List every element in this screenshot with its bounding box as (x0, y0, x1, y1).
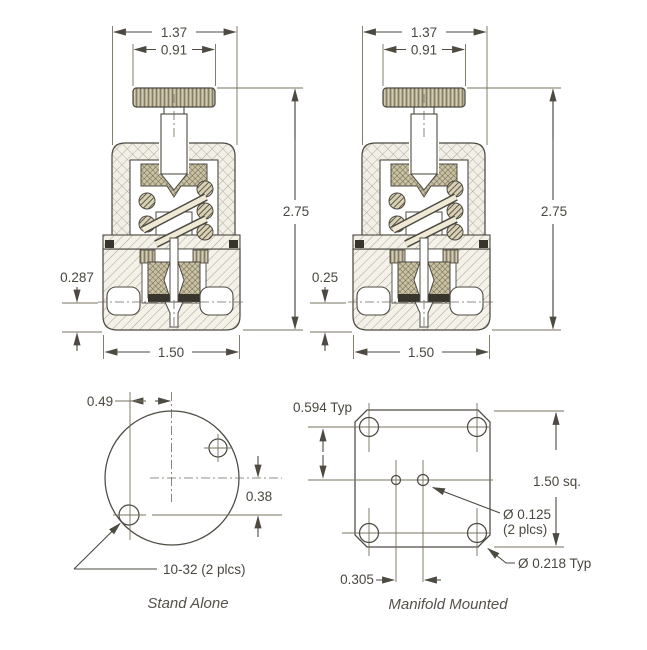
dim-label-port-offset-right: 0.25 (311, 270, 339, 285)
port-diameter-qty-label: (2 plcs) (503, 522, 548, 537)
dim-label-base-width-right: 1.50 (407, 345, 435, 360)
dim-corner-hole-offset (293, 400, 352, 478)
stand-alone-cross-section (60, 25, 309, 360)
dim-cap-width-right (383, 43, 466, 87)
dim-cap-width-left (133, 43, 216, 87)
dim-label-cap-width-right: 0.91 (410, 42, 438, 58)
dim-label-cap-width-left: 0.91 (160, 42, 188, 58)
manifold-bottom-view (293, 400, 591, 613)
dim-label-top-width-left: 1.37 (160, 25, 188, 40)
dim-base-width-left (104, 335, 240, 360)
dim-hole-offset-x (87, 394, 170, 409)
stand-alone-bottom-view (74, 392, 282, 612)
dim-label-base-width-left: 1.50 (157, 345, 185, 360)
caption-manifold-mounted: Manifold Mounted (388, 596, 508, 613)
manifold-cross-section (310, 25, 567, 360)
dim-label-height-right: 2.75 (540, 204, 568, 219)
mount-hole-diameter-label: Ø 0.218 Typ (518, 556, 592, 571)
mount-hole-diameter-callout (488, 549, 591, 572)
dim-label-top-width-right: 1.37 (410, 25, 438, 40)
dim-label-hole-offset-y: 0.38 (245, 489, 273, 504)
dim-port-offset-left (60, 270, 102, 351)
caption-stand-alone: Stand Alone (147, 595, 229, 612)
dim-port-offset-right (310, 270, 352, 351)
valve-body-manifold (348, 88, 495, 331)
dim-label-height-left: 2.75 (282, 204, 310, 219)
dim-port-spacing (340, 572, 441, 587)
valve-body-stand-alone (98, 88, 245, 331)
dim-label-corner-hole-offset: 0.594 Typ (293, 400, 353, 415)
dim-label-hole-offset-x: 0.49 (86, 394, 114, 409)
dim-base-width-right (354, 335, 490, 360)
dim-hole-offset-y (246, 456, 272, 537)
dim-label-plate-size: 1.50 sq. (532, 474, 582, 489)
dim-label-port-offset-left: 0.287 (60, 270, 94, 285)
port-diameter-callout (433, 488, 551, 538)
thread-callout-label: 10-32 (2 plcs) (163, 562, 246, 577)
port-diameter-label: Ø 0.125 (503, 507, 552, 522)
dim-label-port-spacing: 0.305 (340, 572, 374, 587)
thread-callout (74, 524, 246, 578)
